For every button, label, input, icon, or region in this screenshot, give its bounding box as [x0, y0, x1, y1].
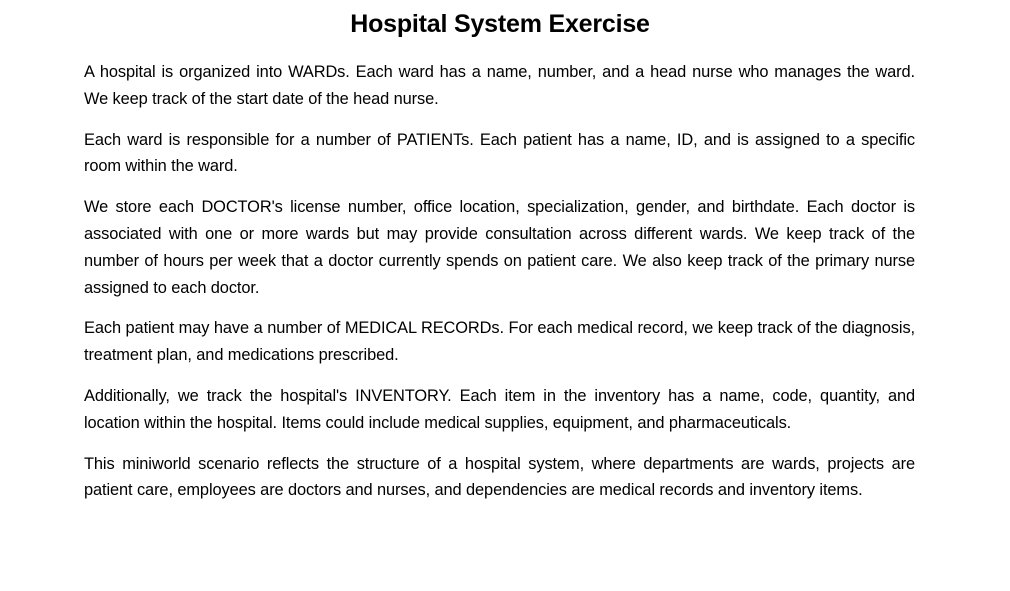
paragraph-inventory: Additionally, we track the hospital's INVENTORY. Each item in the inventory has a name, code, quantity, and location within the hospital. Items could include medical supplies, equipment, and pharmaceuticals. [84, 386, 915, 432]
paragraph-miniworld-summary: This miniworld scenario reflects the structure of a hospital system, where departments are wards, projects are patient care, employees are doctors and nurses, and dependencies are medical records and inventory items. [84, 454, 915, 500]
paragraph-wards: A hospital is organized into WARDs. Each ward has a name, number, and a head nurse who manages the ward. We keep track of the start date of the head nurse. [84, 63, 915, 108]
paragraph-patients: Each ward is responsible for a number of PATIENTs. Each patient has a name, ID, and is assigned to a specific room within the ward. [84, 130, 915, 176]
document-title: Hospital System Exercise [350, 10, 650, 38]
paragraph-doctors: We store each DOCTOR's license number, office location, specialization, gender, and birthdate. Each doctor is associated with one or more wards but may provide consultation across different wards. We keep track of the number of hours per week that a doctor currently spends on patient care. We also keep track of the primary nurse assigned to each doctor. [84, 198, 915, 297]
document-body [84, 59, 915, 518]
paragraph-medical-records: Each patient may have a number of MEDICAL RECORDs. For each medical record, we keep track of the diagnosis, treatment plan, and medications prescribed. [84, 319, 915, 365]
